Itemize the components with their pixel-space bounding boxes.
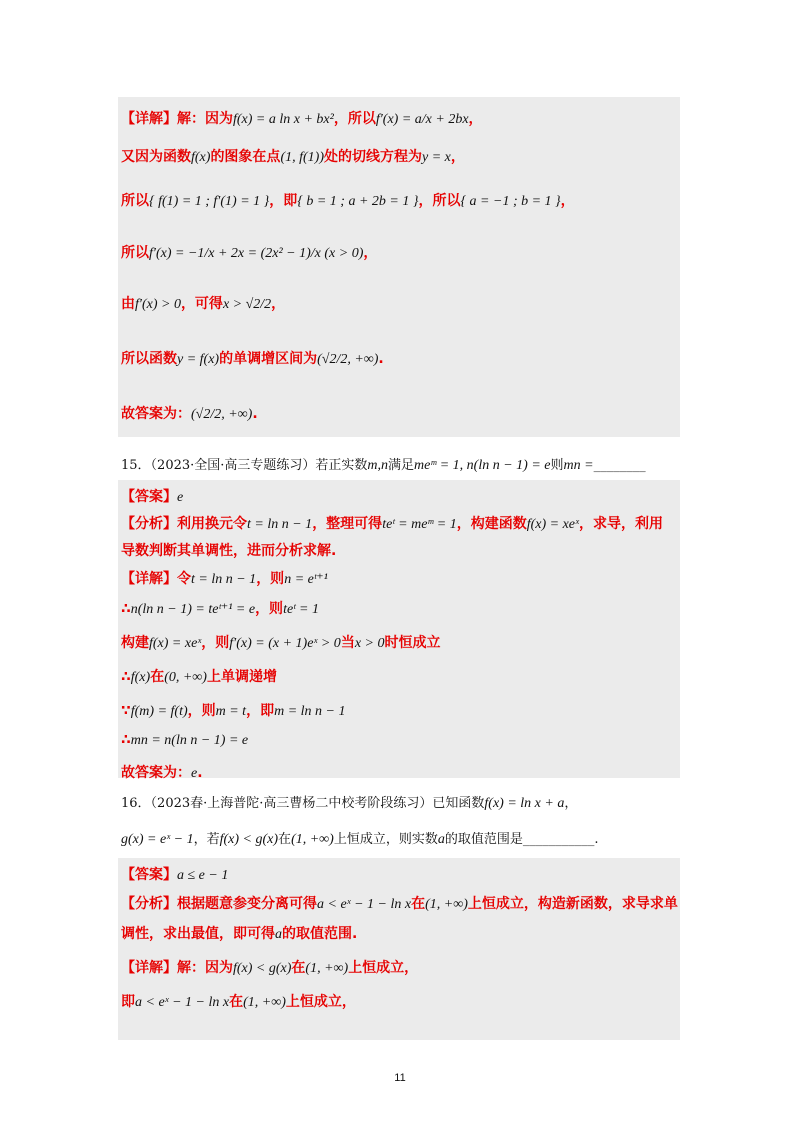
b2-detail-5: ∵f(m) = f(t)，则m = t，即m = ln n − 1	[121, 703, 346, 719]
b2-detail-6: ∴mn = n(ln n − 1) = e	[121, 732, 249, 748]
b2-analysis-2: 导数判断其单调性，进而分析求解.	[121, 543, 337, 559]
b2-detail-1: 【详解】令t = ln n − 1，则n = eᵗ⁺¹	[121, 571, 328, 587]
solution-block-16	[118, 858, 680, 1040]
b2-final: 故答案为：e.	[121, 765, 203, 781]
b1-line-1: 【详解】解：因为f(x) = a ln x + bx²，所以f′(x) = a/x + 2bx，	[121, 111, 483, 127]
question-15: 15．（2023·全国·高三专题练习）若正实数m,n满足meᵐ = 1, n(ln n − 1) = e则mn =________	[121, 458, 646, 473]
b3-answer: 【答案】a ≤ e − 1	[121, 867, 229, 883]
b3-analysis-2: 调性，求出最值，即可得a的取值范围.	[121, 926, 358, 942]
b1-line-4: 所以f′(x) = −1/x + 2x = (2x² − 1)/x (x > 0)，	[121, 245, 378, 261]
b1-line-7: 故答案为：(√2/2, +∞).	[121, 406, 258, 422]
b3-analysis-1: 【分析】根据题意参变分离可得a < eˣ − 1 − ln x在(1, +∞)上恒成立，构造新函数，求导求单	[121, 896, 678, 912]
b2-analysis-1: 【分析】利用换元令t = ln n − 1，整理可得teᵗ = meᵐ = 1，构建函数f(x) = xeˣ，求导，利用	[121, 516, 663, 532]
b3-detail-1: 【详解】解：因为f(x) < g(x)在(1, +∞)上恒成立，	[121, 960, 419, 976]
answer-blank-15: ________	[593, 458, 646, 473]
b2-detail-2: ∴n(ln n − 1) = teᵗ⁺¹ = e，则teᵗ = 1	[121, 601, 319, 617]
b1-line-3: 所以{ f(1) = 1 ; f′(1) = 1 }，即{ b = 1 ; a + 2b = 1 }，所以{ a = −1 ; b = 1 }，	[121, 193, 575, 209]
question-16-line-1: 16．（2023春·上海普陀·高三曹杨二中校考阶段练习）已知函数f(x) = ln x + a，	[121, 796, 578, 811]
question-16-line-2: g(x) = eˣ − 1，若f(x) < g(x)在(1, +∞)上恒成立，则实数a的取值范围是___________.	[121, 832, 599, 847]
b2-detail-3: 构建f(x) = xeˣ，则f′(x) = (x + 1)eˣ > 0当x > 0时恒成立	[121, 635, 441, 651]
page-number: 11	[394, 1072, 406, 1084]
answer-blank-16: ___________	[522, 832, 595, 847]
b1-line-6: 所以函数y = f(x)的单调增区间为(√2/2, +∞).	[121, 351, 384, 367]
b2-detail-4: ∴f(x)在(0, +∞)上单调递增	[121, 669, 277, 685]
b3-detail-2: 即a < eˣ − 1 − ln x在(1, +∞)上恒成立，	[121, 994, 356, 1010]
b2-answer: 【答案】e	[121, 489, 184, 505]
b1-line-5: 由f′(x) > 0，可得x > √2/2，	[121, 296, 286, 312]
b1-line-2: 又因为函数f(x)的图象在点(1, f(1))处的切线方程为y = x，	[121, 149, 465, 165]
